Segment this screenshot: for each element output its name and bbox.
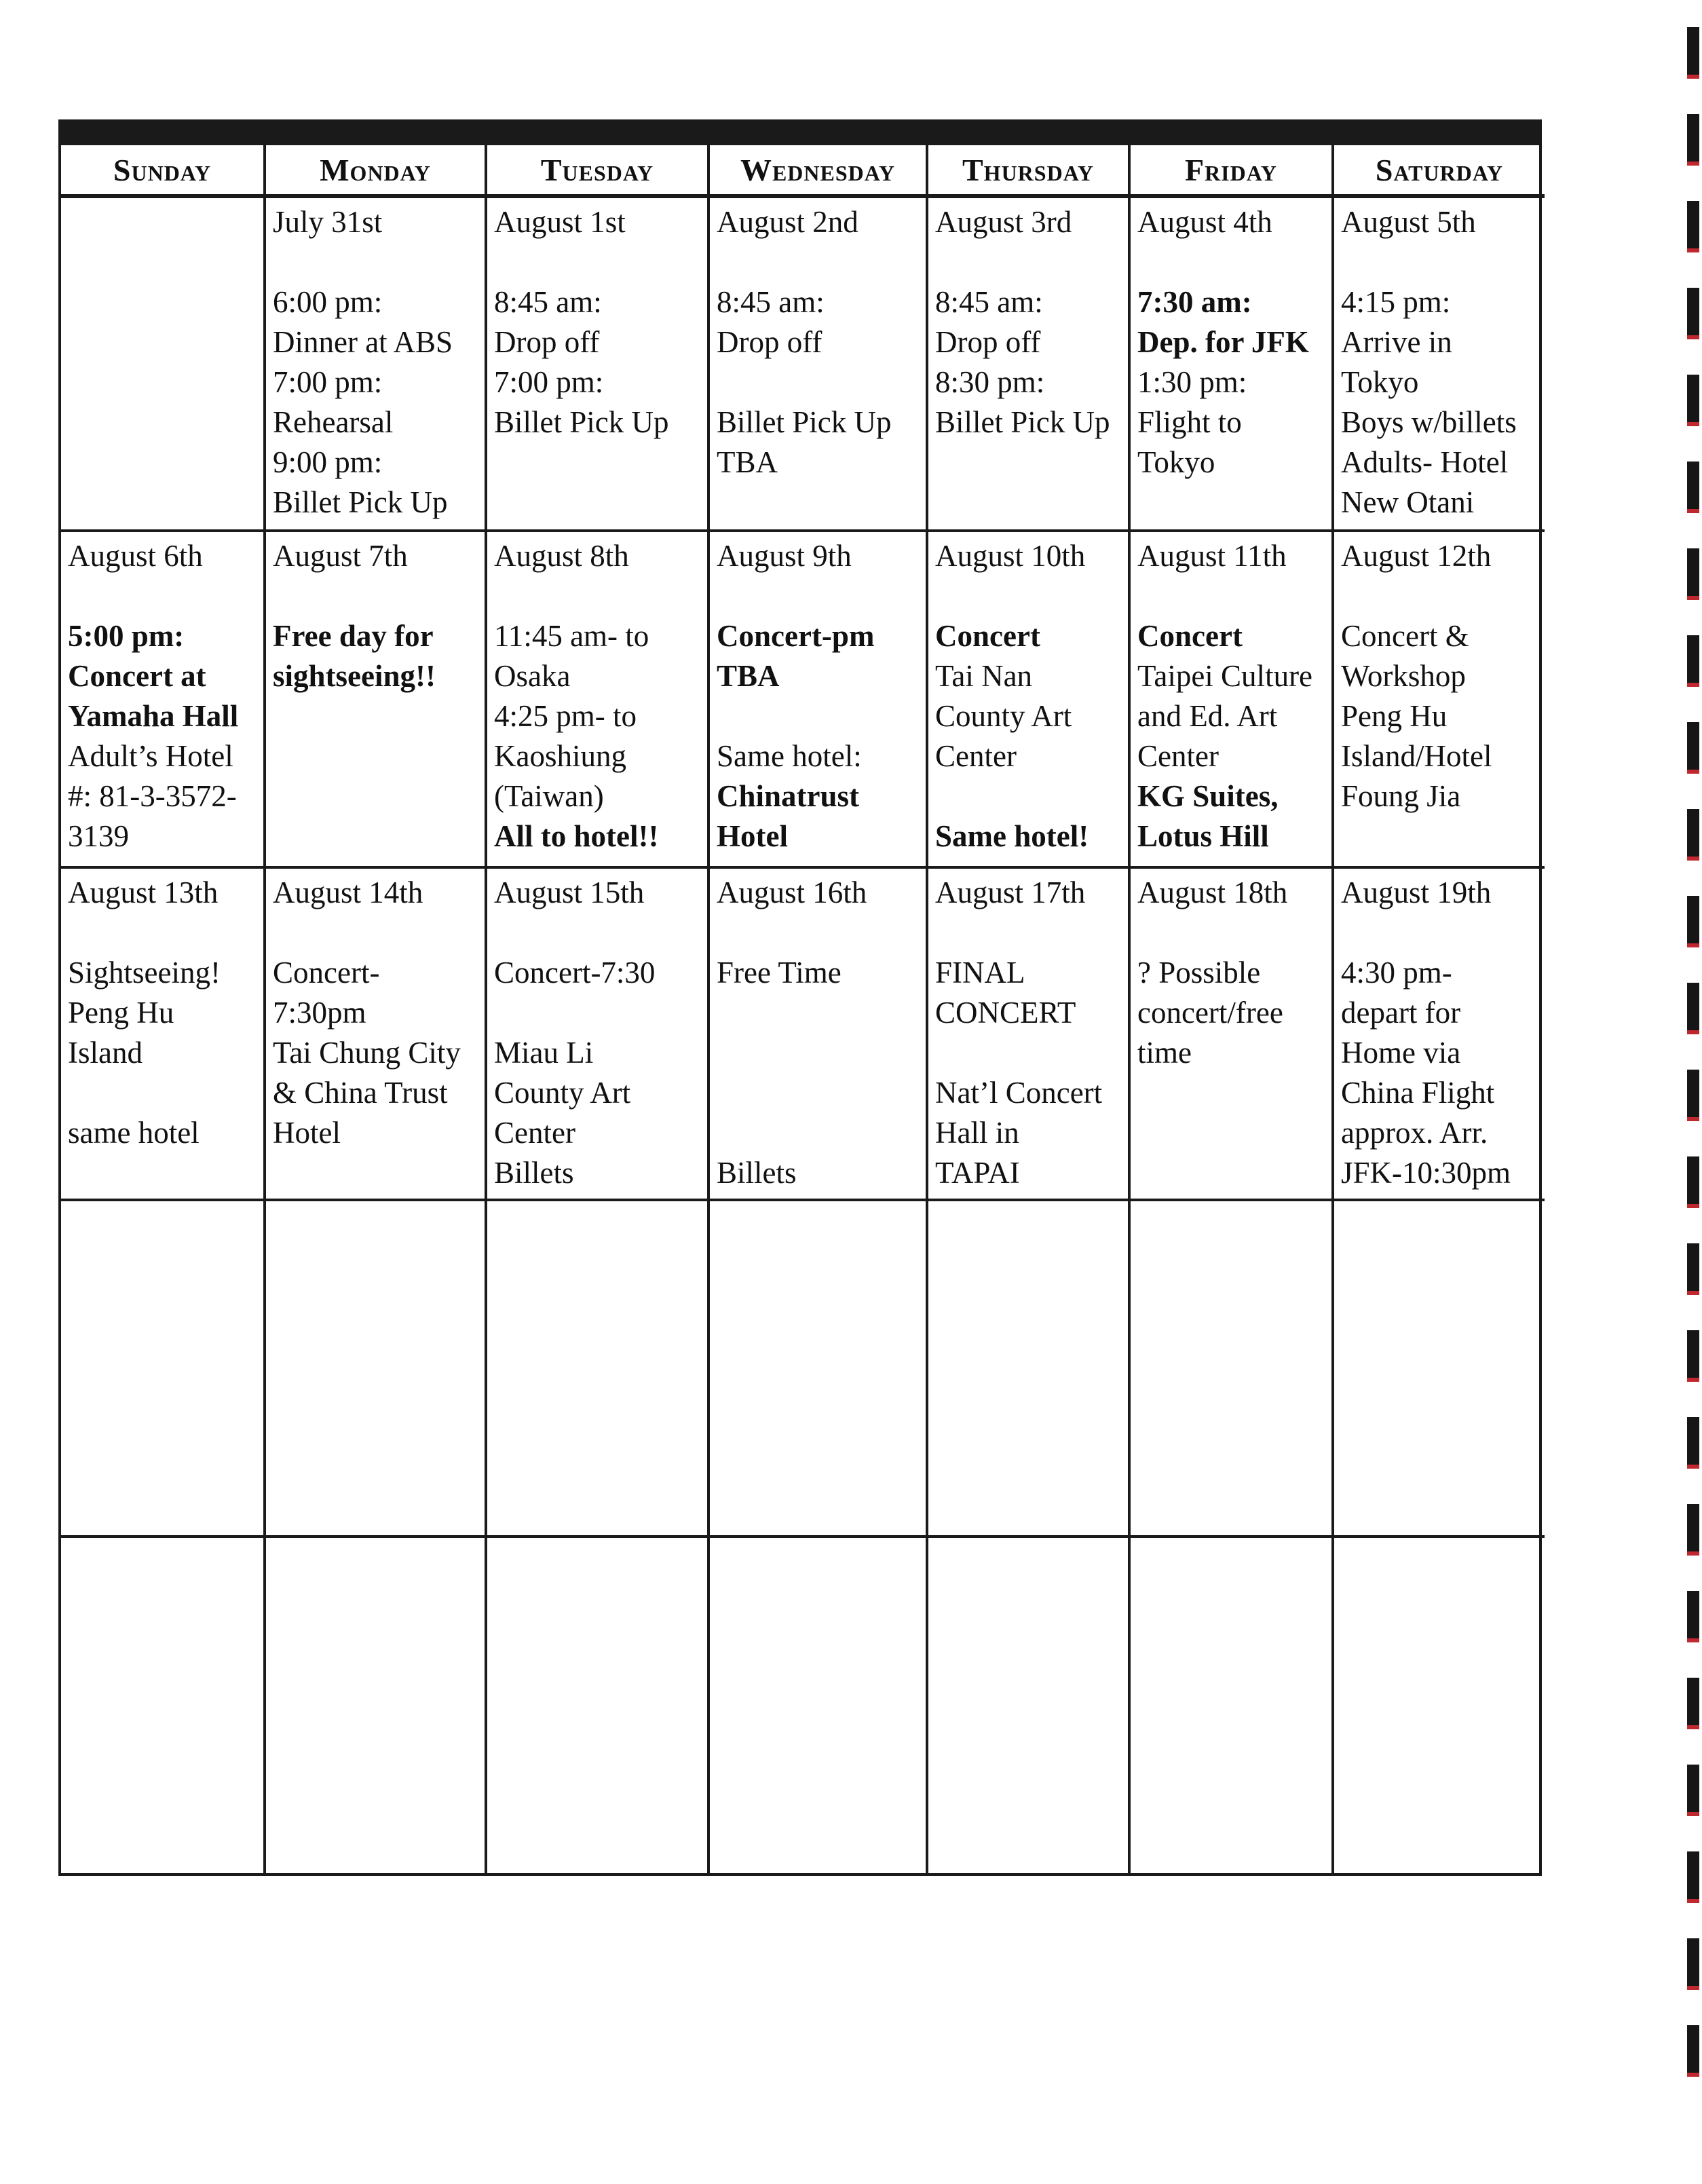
day-cell-week4-tuesday bbox=[487, 1201, 710, 1538]
cell-entry: Tokyo bbox=[1137, 445, 1215, 479]
cell-entry: Taipei Culture bbox=[1137, 659, 1313, 693]
cell-entry: Kaoshiung bbox=[494, 739, 626, 773]
weekday-saturday: Saturday bbox=[1334, 145, 1545, 198]
binding-hole-mark bbox=[1687, 1765, 1699, 1816]
cell-entry: County Art bbox=[935, 699, 1072, 733]
cell-entry bbox=[717, 1033, 920, 1073]
cell-entry: sightseeing!! bbox=[273, 659, 436, 693]
cell-entry: 1:30 pm: bbox=[1137, 365, 1247, 399]
cell-entry bbox=[717, 1073, 920, 1113]
cell-entry: Chinatrust bbox=[717, 779, 860, 813]
day-cell-week3-sunday bbox=[61, 869, 266, 1201]
cell-entry: Miau Li bbox=[494, 1036, 594, 1070]
cell-entry: depart for bbox=[1341, 996, 1461, 1030]
binding-hole-mark bbox=[1687, 2025, 1699, 2077]
cell-entry bbox=[1341, 242, 1539, 282]
cell-entry: Hall in bbox=[935, 1116, 1019, 1150]
cell-entry: 7:00 pm: bbox=[494, 365, 604, 399]
cell-entry: #: 81-3-3572- bbox=[68, 779, 237, 813]
cell-entry bbox=[717, 993, 920, 1033]
day-cell-week1-monday bbox=[266, 198, 487, 532]
cell-entry: Concert & bbox=[1341, 619, 1469, 653]
cell-entry bbox=[717, 576, 920, 616]
binding-hole-mark bbox=[1687, 1938, 1699, 1990]
cell-entry: Concert- bbox=[273, 956, 380, 990]
cell-entry bbox=[717, 696, 920, 736]
cell-entry: Concert bbox=[1137, 619, 1243, 653]
cell-entry: Concert-7:30 bbox=[494, 956, 656, 990]
cell-entry: Same hotel! bbox=[935, 819, 1089, 853]
binding-hole-mark bbox=[1687, 27, 1699, 79]
binding-hole-mark bbox=[1687, 1851, 1699, 1903]
cell-entry: TBA bbox=[717, 445, 778, 479]
binding-hole-mark bbox=[1687, 635, 1699, 687]
cell-entry: & China Trust bbox=[273, 1076, 448, 1110]
binding-hole-mark bbox=[1687, 1417, 1699, 1469]
cell-entry: Boys w/billets bbox=[1341, 405, 1517, 439]
cell-entry: Adults- Hotel bbox=[1341, 445, 1509, 479]
cell-entry bbox=[68, 913, 258, 953]
cell-entry: TBA bbox=[717, 659, 780, 693]
cell-date: August 10th bbox=[935, 539, 1086, 573]
cell-entry: Drop off bbox=[935, 325, 1041, 359]
spiral-binding-marks bbox=[1682, 0, 1702, 2184]
cell-date: August 12th bbox=[1341, 539, 1492, 573]
cell-entry: 3139 bbox=[68, 819, 129, 853]
cell-entry: 7:30 am: bbox=[1137, 285, 1252, 319]
calendar-grid bbox=[61, 198, 1539, 1873]
cell-entry: County Art bbox=[494, 1076, 631, 1110]
cell-date: August 4th bbox=[1137, 205, 1272, 239]
cell-entry bbox=[935, 576, 1122, 616]
binding-hole-mark bbox=[1687, 375, 1699, 426]
cell-entry: Tokyo bbox=[1341, 365, 1419, 399]
cell-entry: JFK-10:30pm bbox=[1341, 1156, 1511, 1190]
cell-entry: Adult’s Hotel bbox=[68, 739, 233, 773]
cell-entry bbox=[494, 576, 702, 616]
cell-entry: Center bbox=[494, 1116, 575, 1150]
cell-entry: Billets bbox=[717, 1156, 797, 1190]
cell-entry bbox=[717, 362, 920, 402]
cell-entry bbox=[273, 576, 479, 616]
cell-entry bbox=[68, 1073, 258, 1113]
day-cell-week5-monday bbox=[266, 1538, 487, 1873]
binding-hole-mark bbox=[1687, 809, 1699, 861]
day-cell-week1-tuesday bbox=[487, 198, 710, 532]
cell-entry bbox=[717, 913, 920, 953]
cell-entry: Nat’l Concert bbox=[935, 1076, 1103, 1110]
cell-entry: CONCERT bbox=[935, 996, 1076, 1030]
cell-entry: 8:45 am: bbox=[494, 285, 602, 319]
cell-entry: Peng Hu bbox=[1341, 699, 1448, 733]
binding-hole-mark bbox=[1687, 896, 1699, 947]
cell-date: August 6th bbox=[68, 539, 203, 573]
cell-entry: Free Time bbox=[717, 956, 841, 990]
cell-entry bbox=[717, 242, 920, 282]
day-cell-week1-thursday bbox=[928, 198, 1131, 532]
cell-entry: Hotel bbox=[273, 1116, 341, 1150]
cell-entry: 5:00 pm: bbox=[68, 619, 185, 653]
cell-entry: Peng Hu bbox=[68, 996, 174, 1030]
cell-entry: Osaka bbox=[494, 659, 571, 693]
cell-entry: China Flight bbox=[1341, 1076, 1495, 1110]
cell-entry: 11:45 am- to bbox=[494, 619, 649, 653]
binding-hole-mark bbox=[1687, 288, 1699, 339]
cell-entry: TAPAI bbox=[935, 1156, 1020, 1190]
cell-entry: Tai Chung City bbox=[273, 1036, 461, 1070]
cell-entry bbox=[717, 1113, 920, 1153]
binding-hole-mark bbox=[1687, 1504, 1699, 1556]
cell-entry: Yamaha Hall bbox=[68, 699, 239, 733]
cell-entry: 4:25 pm- to bbox=[494, 699, 637, 733]
cell-entry: 8:45 am: bbox=[717, 285, 825, 319]
cell-entry: Flight to bbox=[1137, 405, 1242, 439]
cell-entry: Island/Hotel bbox=[1341, 739, 1492, 773]
binding-hole-mark bbox=[1687, 114, 1699, 166]
cell-entry: 7:00 pm: bbox=[273, 365, 383, 399]
cell-date: August 11th bbox=[1137, 539, 1287, 573]
cell-entry: Dinner at ABS bbox=[273, 325, 453, 359]
day-cell-week2-tuesday bbox=[487, 532, 710, 869]
cell-entry: Workshop bbox=[1341, 659, 1466, 693]
day-cell-week3-monday bbox=[266, 869, 487, 1201]
cell-date: August 1st bbox=[494, 205, 626, 239]
cell-date: August 2nd bbox=[717, 205, 858, 239]
cell-date: August 13th bbox=[68, 876, 219, 909]
cell-entry: Rehearsal bbox=[273, 405, 394, 439]
cell-entry: approx. Arr. bbox=[1341, 1116, 1488, 1150]
cell-entry: 7:30pm bbox=[273, 996, 366, 1030]
cell-entry: Billet Pick Up bbox=[494, 405, 669, 439]
cell-entry: Concert at bbox=[68, 659, 206, 693]
cell-entry: Foung Jia bbox=[1341, 779, 1461, 813]
cell-entry: All to hotel!! bbox=[494, 819, 659, 853]
cell-entry: Tai Nan bbox=[935, 659, 1033, 693]
weekday-tuesday: Tuesday bbox=[487, 145, 710, 198]
cell-entry bbox=[1341, 913, 1539, 953]
day-cell-week4-saturday bbox=[1334, 1201, 1545, 1538]
weekday-header-row bbox=[61, 145, 1539, 198]
cell-entry bbox=[273, 242, 479, 282]
cell-entry bbox=[935, 913, 1122, 953]
cell-entry: Center bbox=[1137, 739, 1219, 773]
cell-entry: 4:30 pm- bbox=[1341, 956, 1452, 990]
binding-hole-mark bbox=[1687, 201, 1699, 252]
cell-entry: and Ed. Art bbox=[1137, 699, 1278, 733]
cell-entry: Arrive in bbox=[1341, 325, 1452, 359]
binding-hole-mark bbox=[1687, 1070, 1699, 1121]
cell-entry bbox=[1137, 913, 1326, 953]
day-cell-week4-monday bbox=[266, 1201, 487, 1538]
cell-entry: Island bbox=[68, 1036, 143, 1070]
cell-entry bbox=[68, 576, 258, 616]
day-cell-week3-thursday bbox=[928, 869, 1131, 1201]
cell-entry bbox=[494, 913, 702, 953]
day-cell-week4-friday bbox=[1131, 1201, 1334, 1538]
cell-entry bbox=[935, 242, 1122, 282]
cell-entry: Billet Pick Up bbox=[717, 405, 892, 439]
cell-entry: 6:00 pm: bbox=[273, 285, 383, 319]
weekday-friday: Friday bbox=[1131, 145, 1334, 198]
day-cell-week3-friday bbox=[1131, 869, 1334, 1201]
cell-date: August 5th bbox=[1341, 205, 1476, 239]
cell-entry: Hotel bbox=[717, 819, 788, 853]
day-cell-week5-thursday bbox=[928, 1538, 1131, 1873]
cell-entry: 9:00 pm: bbox=[273, 445, 383, 479]
cell-date: August 7th bbox=[273, 539, 408, 573]
cell-entry: concert/free bbox=[1137, 996, 1283, 1030]
binding-hole-mark bbox=[1687, 1330, 1699, 1382]
cell-entry: Billets bbox=[494, 1156, 574, 1190]
cell-entry: Billet Pick Up bbox=[273, 485, 448, 519]
day-cell-week1-sunday bbox=[61, 198, 266, 532]
day-cell-week1-saturday bbox=[1334, 198, 1545, 532]
calendar bbox=[58, 119, 1542, 1876]
weekday-thursday: Thursday bbox=[928, 145, 1131, 198]
day-cell-week2-sunday bbox=[61, 532, 266, 869]
cell-date: July 31st bbox=[273, 205, 383, 239]
cell-entry: Free day for bbox=[273, 619, 434, 653]
cell-entry: Drop off bbox=[717, 325, 822, 359]
day-cell-week4-wednesday bbox=[710, 1201, 928, 1538]
cell-entry bbox=[494, 993, 702, 1033]
cell-entry: Billet Pick Up bbox=[935, 405, 1110, 439]
cell-date: August 15th bbox=[494, 876, 645, 909]
cell-entry: (Taiwan) bbox=[494, 779, 604, 813]
day-cell-week3-saturday bbox=[1334, 869, 1545, 1201]
day-cell-week3-tuesday bbox=[487, 869, 710, 1201]
day-cell-week2-thursday bbox=[928, 532, 1131, 869]
cell-entry: Same hotel: bbox=[717, 739, 862, 773]
day-cell-week2-friday bbox=[1131, 532, 1334, 869]
cell-entry: Drop off bbox=[494, 325, 600, 359]
cell-date: August 18th bbox=[1137, 876, 1288, 909]
binding-hole-mark bbox=[1687, 548, 1699, 600]
cell-entry: 8:30 pm: bbox=[935, 365, 1045, 399]
cell-entry bbox=[494, 242, 702, 282]
cell-date: August 16th bbox=[717, 876, 867, 909]
day-cell-week4-thursday bbox=[928, 1201, 1131, 1538]
cell-entry: Concert bbox=[935, 619, 1040, 653]
cell-date: August 3rd bbox=[935, 205, 1072, 239]
cell-entry bbox=[1137, 242, 1326, 282]
cell-entry bbox=[273, 913, 479, 953]
cell-entry: Concert-pm bbox=[717, 619, 875, 653]
cell-entry: Home via bbox=[1341, 1036, 1461, 1070]
cell-entry bbox=[935, 776, 1122, 816]
cell-entry: Dep. for JFK bbox=[1137, 325, 1309, 359]
day-cell-week1-friday bbox=[1131, 198, 1334, 532]
day-cell-week5-friday bbox=[1131, 1538, 1334, 1873]
cell-entry: New Otani bbox=[1341, 485, 1475, 519]
cell-entry: time bbox=[1137, 1036, 1192, 1070]
binding-hole-mark bbox=[1687, 1243, 1699, 1295]
weekday-sunday: Sunday bbox=[61, 145, 266, 198]
day-cell-week5-sunday bbox=[61, 1538, 266, 1873]
binding-hole-mark bbox=[1687, 462, 1699, 513]
binding-hole-mark bbox=[1687, 1591, 1699, 1642]
cell-entry: 4:15 pm: bbox=[1341, 285, 1451, 319]
cell-entry: ? Possible bbox=[1137, 956, 1261, 990]
cell-entry: Lotus Hill bbox=[1137, 819, 1269, 853]
cell-entry bbox=[1341, 576, 1539, 616]
cell-entry: Sightseeing! bbox=[68, 956, 221, 990]
binding-hole-mark bbox=[1687, 1156, 1699, 1208]
day-cell-week5-wednesday bbox=[710, 1538, 928, 1873]
cell-date: August 19th bbox=[1341, 876, 1492, 909]
day-cell-week3-wednesday bbox=[710, 869, 928, 1201]
cell-date: August 8th bbox=[494, 539, 629, 573]
day-cell-week2-wednesday bbox=[710, 532, 928, 869]
day-cell-week1-wednesday bbox=[710, 198, 928, 532]
day-cell-week4-sunday bbox=[61, 1201, 266, 1538]
binding-hole-mark bbox=[1687, 722, 1699, 774]
cell-entry bbox=[1137, 576, 1326, 616]
cell-date: August 9th bbox=[717, 539, 852, 573]
calendar-top-bar bbox=[61, 119, 1539, 145]
cell-date: August 14th bbox=[273, 876, 423, 909]
weekday-wednesday: Wednesday bbox=[710, 145, 928, 198]
binding-hole-mark bbox=[1687, 983, 1699, 1034]
cell-entry: Center bbox=[935, 739, 1017, 773]
weekday-monday: Monday bbox=[266, 145, 487, 198]
cell-entry: KG Suites, bbox=[1137, 779, 1279, 813]
cell-entry: same hotel bbox=[68, 1116, 200, 1150]
cell-date: August 17th bbox=[935, 876, 1086, 909]
binding-hole-mark bbox=[1687, 1678, 1699, 1729]
day-cell-week5-tuesday bbox=[487, 1538, 710, 1873]
day-cell-week2-monday bbox=[266, 532, 487, 869]
cell-entry: FINAL bbox=[935, 956, 1025, 990]
day-cell-week5-saturday bbox=[1334, 1538, 1545, 1873]
day-cell-week2-saturday bbox=[1334, 532, 1545, 869]
cell-entry bbox=[935, 1033, 1122, 1073]
cell-entry: 8:45 am: bbox=[935, 285, 1043, 319]
